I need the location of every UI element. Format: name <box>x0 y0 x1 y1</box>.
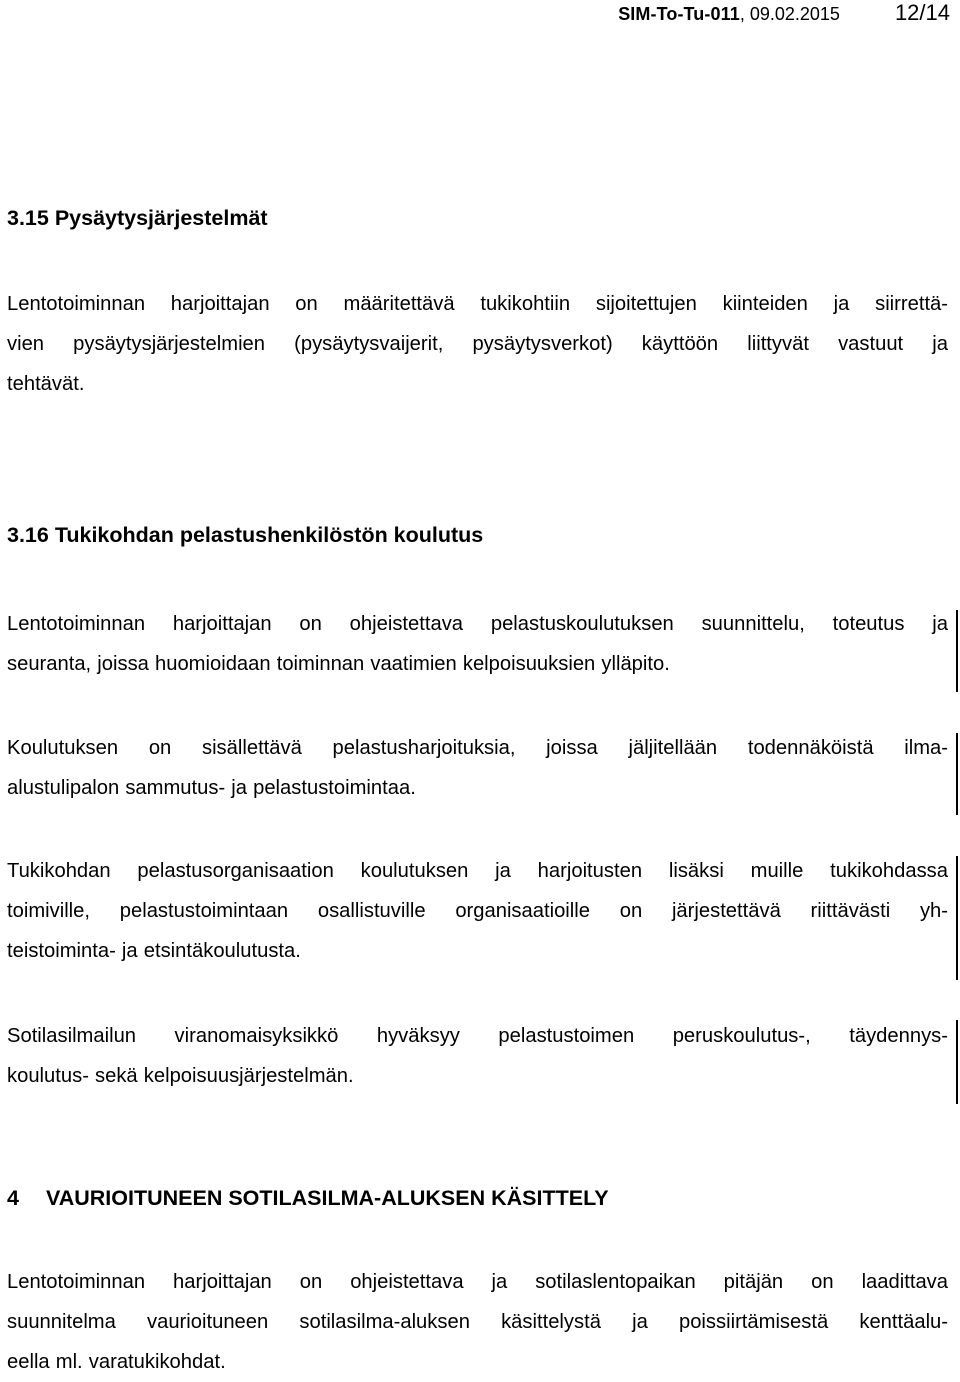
document-date: , 09.02.2015 <box>739 4 840 24</box>
paragraph-line: vien pysäytysjärjestelmien (pysäytysvaijerit, pysäytysverkot) käyttöön liittyvät vastuut ja <box>7 333 948 355</box>
paragraph-line: Koulutuksen on sisällettävä pelastusharjoituksia, joissa jäljitellään todennäköistä ilma- <box>7 737 948 759</box>
paragraph-line: seuranta, joissa huomioidaan toiminnan vaatimien kelpoisuuksien ylläpito. <box>7 653 670 675</box>
paragraph-line: toimiville, pelastustoimintaan osallistuville organisaatioille on järjestettävä riittävästi yh- <box>7 900 948 922</box>
section-4-number: 4 <box>7 1186 19 1210</box>
paragraph-line: Lentotoiminnan harjoittajan on ohjeistettava ja sotilaslentopaikan pitäjän on laadittava <box>7 1271 948 1293</box>
paragraph-line: Lentotoiminnan harjoittajan on määritettävä tukikohtiin sijoitettujen kiinteiden ja siirrettä- <box>7 293 948 315</box>
paragraph-line: Tukikohdan pelastusorganisaation koulutuksen ja harjoitusten lisäksi muille tukikohdassa <box>7 860 948 882</box>
paragraph-line: tehtävät. <box>7 373 85 395</box>
change-bar <box>956 733 958 815</box>
section-3-16-paragraph-1 <box>7 604 948 684</box>
section-3-16-paragraph-3 <box>7 851 948 971</box>
page-number: 12/14 <box>894 0 950 25</box>
section-4-paragraph <box>7 1262 948 1382</box>
section-3-16-heading: 3.16 Tukikohdan pelastushenkilöstön koulutus <box>7 523 484 547</box>
paragraph-line: koulutus- sekä kelpoisuusjärjestelmän. <box>7 1065 354 1087</box>
section-3-16-paragraph-2 <box>7 728 948 808</box>
section-4-title: VAURIOITUNEEN SOTILASILMA-ALUKSEN KÄSITTELY <box>45 1186 609 1210</box>
section-4-heading <box>7 1186 609 1211</box>
change-bar <box>956 1020 958 1104</box>
document-id: SIM-To-Tu-011 <box>618 4 740 24</box>
paragraph-line: teistoiminta- ja etsintäkoulutusta. <box>7 940 301 962</box>
change-bar <box>956 856 958 980</box>
section-3-15-paragraph <box>7 284 948 404</box>
section-3-15-heading: 3.15 Pysäytysjärjestelmät <box>7 206 268 230</box>
paragraph-line: alustulipalon sammutus- ja pelastustoimintaa. <box>7 777 416 799</box>
paragraph-line: suunnitelma vaurioituneen sotilasilma-aluksen käsittelystä ja poissiirtämisestä kenttäalu- <box>7 1311 948 1333</box>
change-bar <box>956 610 958 692</box>
paragraph-line: Sotilasilmailun viranomaisyksikkö hyväksyy pelastustoimen peruskoulutus-, täydennys- <box>7 1025 948 1047</box>
page-header <box>618 0 950 24</box>
section-3-16-paragraph-4 <box>7 1016 948 1096</box>
paragraph-line: Lentotoiminnan harjoittajan on ohjeistettava pelastuskoulutuksen suunnittelu, toteutus ja <box>7 613 948 635</box>
paragraph-line: eella ml. varatukikohdat. <box>7 1351 226 1373</box>
